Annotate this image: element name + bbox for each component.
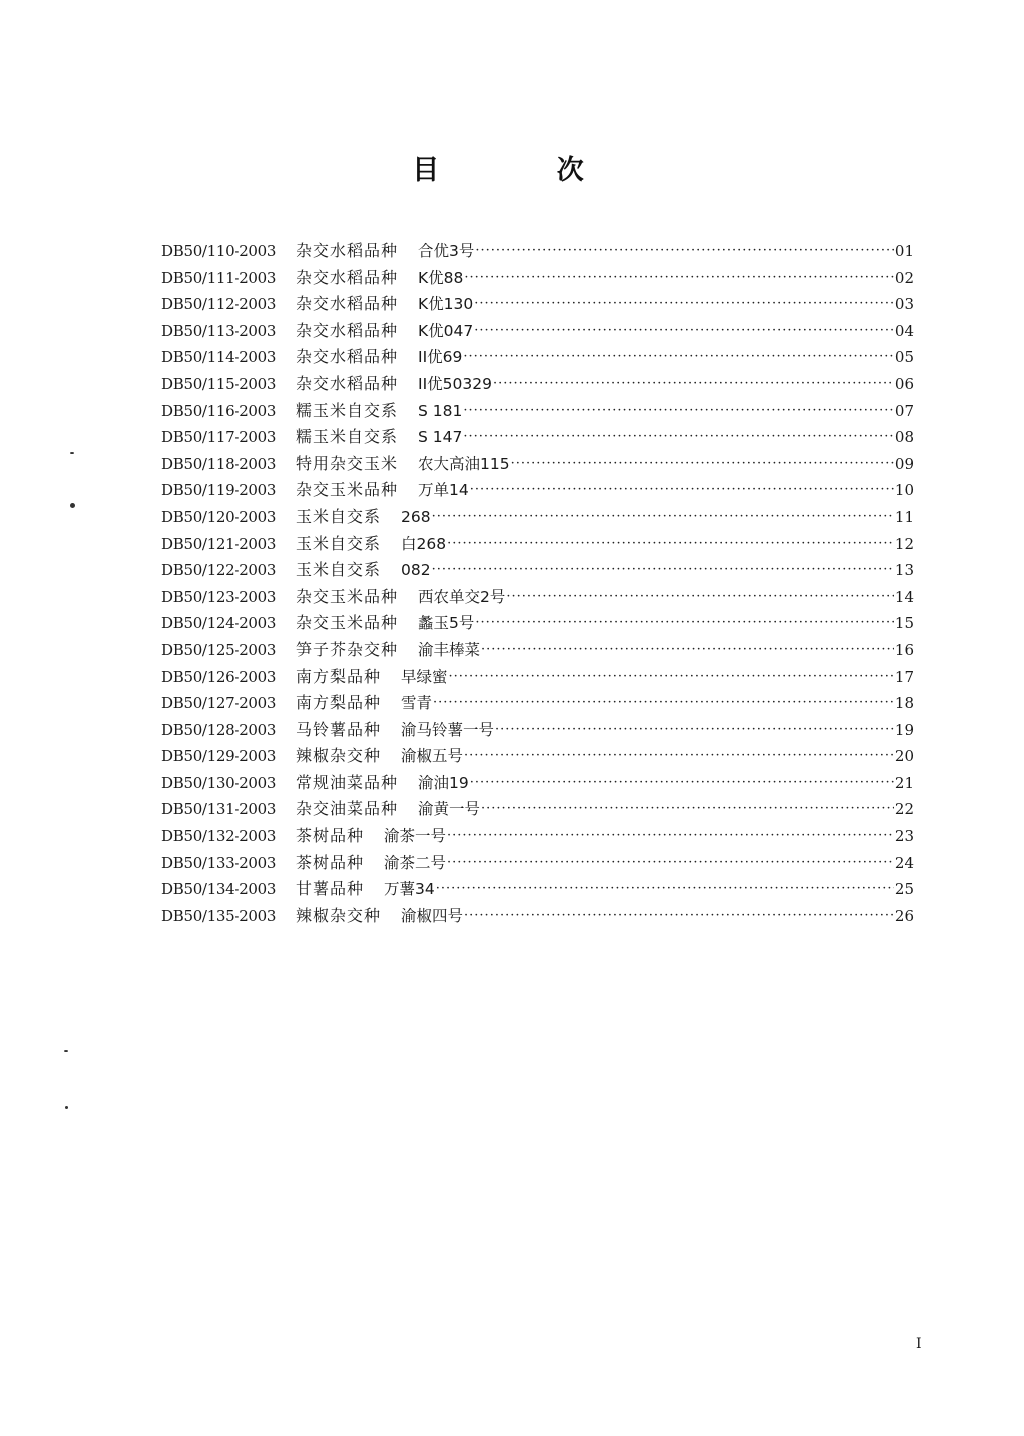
toc-standard-code: DB50/110-2003 [161, 242, 277, 260]
toc-dot-leader [464, 743, 894, 770]
toc-variety: 渝丰棒菜 [418, 640, 481, 659]
toc-category: 杂交油菜品种 [296, 799, 399, 819]
toc-page-number: 26 [894, 906, 914, 925]
toc-dot-leader [495, 717, 894, 744]
toc-variety: 万单14 [418, 481, 469, 500]
toc-standard-code: DB50/119-2003 [161, 481, 277, 500]
toc-variety: 082 [401, 561, 431, 580]
toc-entry[interactable] [161, 876, 914, 903]
toc-category: 杂交玉米品种 [296, 586, 399, 606]
toc-dot-leader [506, 584, 894, 611]
toc-category: 南方梨品种 [296, 666, 382, 686]
toc-category: 玉米自交系 [296, 560, 382, 580]
toc-standard-code: DB50/130-2003 [161, 773, 277, 792]
toc-standard-code: DB50/124-2003 [161, 614, 277, 633]
toc-standard-code: DB50/123-2003 [161, 587, 277, 606]
toc-dot-leader [470, 477, 894, 504]
toc-page-number: 22 [894, 800, 914, 819]
toc-entry[interactable] [161, 424, 914, 451]
toc-variety: II优50329 [418, 374, 492, 393]
toc-standard-code: DB50/125-2003 [161, 640, 277, 659]
toc-category: 南方梨品种 [296, 693, 382, 713]
toc-standard-code: DB50/135-2003 [161, 906, 277, 925]
toc-page-number: 09 [894, 454, 914, 473]
toc-variety: 渝马铃薯一号 [401, 720, 495, 739]
toc-entry[interactable] [161, 717, 914, 744]
toc-dot-leader [447, 850, 894, 877]
toc-standard-code: DB50/134-2003 [161, 880, 277, 899]
toc-page-number: 16 [894, 640, 914, 659]
toc-page-number: 14 [894, 587, 914, 606]
toc-category: 杂交水稻品种 [296, 347, 399, 367]
toc-variety: 渝茶一号 [384, 827, 447, 846]
toc-page-number: 04 [894, 321, 914, 340]
toc-dot-leader [432, 557, 894, 584]
toc-standard-code: DB50/112-2003 [161, 295, 277, 314]
toc-entry[interactable] [161, 344, 914, 371]
toc-dot-leader [463, 424, 894, 451]
page-folio: I [916, 1336, 922, 1352]
toc-entry[interactable] [161, 504, 914, 531]
toc-standard-code: DB50/115-2003 [161, 374, 277, 393]
toc-dot-leader [493, 371, 894, 398]
toc-page-number: 08 [894, 428, 914, 447]
toc-entry[interactable] [161, 371, 914, 398]
toc-standard-code: DB50/126-2003 [161, 667, 277, 686]
toc-category: 杂交水稻品种 [296, 241, 399, 260]
toc-variety: K优047 [418, 321, 474, 340]
toc-page-number: 12 [894, 534, 914, 553]
toc-entry[interactable] [161, 903, 914, 930]
scan-speck [64, 1050, 68, 1052]
toc-category: 马铃薯品种 [296, 719, 382, 739]
toc-entry[interactable] [161, 850, 914, 877]
toc-dot-leader [463, 344, 894, 371]
toc-dot-leader [447, 531, 894, 558]
toc-entry[interactable] [161, 451, 914, 478]
toc-variety: K优88 [418, 268, 464, 287]
toc-variety: 白268 [401, 534, 447, 553]
page-title: 目 次 [412, 155, 638, 186]
toc-dot-leader [474, 291, 894, 318]
toc-page-number: 10 [894, 481, 914, 500]
toc-page-number: 02 [894, 268, 914, 287]
toc-category: 茶树品种 [296, 852, 365, 872]
toc-category: 玉米自交系 [296, 506, 382, 526]
toc-category: 常规油菜品种 [296, 772, 399, 792]
toc-standard-code: DB50/118-2003 [161, 454, 277, 473]
toc-entry[interactable] [161, 557, 914, 584]
toc-entry[interactable] [161, 796, 914, 823]
toc-page-number: 25 [894, 880, 914, 899]
toc-variety: 蠡玉5号 [418, 614, 475, 633]
toc-dot-leader [475, 238, 894, 265]
toc-dot-leader [436, 876, 894, 903]
toc-page-number: 13 [894, 561, 914, 580]
toc-dot-leader [447, 823, 894, 850]
toc-variety: 渝椒四号 [401, 906, 464, 925]
toc-page-number: 15 [894, 614, 914, 633]
toc-variety: S 147 [418, 428, 463, 447]
toc-entry[interactable] [161, 637, 914, 664]
toc-dot-leader [481, 637, 894, 664]
toc-entry[interactable] [161, 770, 914, 797]
toc-category: 玉米自交系 [296, 533, 382, 553]
toc-standard-code: DB50/122-2003 [161, 561, 277, 580]
toc-page-number: 17 [894, 667, 914, 686]
toc-page-number: 01 [894, 242, 914, 260]
toc-category: 糯玉米自交系 [296, 400, 399, 420]
toc-page-number: 05 [894, 348, 914, 367]
toc-entry[interactable] [161, 477, 914, 504]
toc-category: 杂交水稻品种 [296, 294, 399, 314]
toc-standard-code: DB50/116-2003 [161, 401, 277, 420]
toc-entry[interactable] [161, 584, 914, 611]
toc-standard-code: DB50/127-2003 [161, 694, 277, 713]
toc-category: 杂交玉米品种 [296, 480, 399, 500]
toc-variety: 渝油19 [418, 773, 469, 792]
toc-category: 笋子芥杂交种 [296, 639, 399, 659]
toc-variety: 万薯34 [384, 880, 435, 899]
toc-entry[interactable] [161, 690, 914, 717]
toc-page-number: 11 [894, 507, 914, 526]
toc-entry[interactable] [161, 610, 914, 637]
toc-page-number: 19 [894, 720, 914, 739]
toc-variety: 农大高油115 [418, 454, 510, 473]
toc-dot-leader [432, 504, 894, 531]
toc-dot-leader [464, 903, 894, 930]
toc-variety: 西农单交2号 [418, 587, 506, 606]
toc-variety: 雪青 [401, 694, 433, 713]
toc-category: 特用杂交玉米 [296, 453, 399, 473]
toc-category: 辣椒杂交种 [296, 746, 382, 766]
toc-dot-leader [464, 265, 894, 292]
toc-category: 茶树品种 [296, 826, 365, 846]
toc-standard-code: DB50/117-2003 [161, 428, 277, 447]
toc-dot-leader [449, 664, 894, 691]
toc-standard-code: DB50/111-2003 [161, 268, 277, 287]
toc-category: 杂交玉米品种 [296, 613, 399, 633]
toc-page-number: 21 [894, 773, 914, 792]
toc-entry[interactable] [161, 531, 914, 558]
toc-standard-code: DB50/114-2003 [161, 348, 277, 367]
toc-category: 甘薯品种 [296, 879, 365, 899]
toc-variety: 早绿蜜 [401, 667, 448, 686]
toc-standard-code: DB50/133-2003 [161, 853, 277, 872]
toc-page-number: 20 [894, 747, 914, 766]
toc-dot-leader [463, 398, 894, 425]
toc-category: 杂交水稻品种 [296, 320, 399, 340]
toc-variety: 渝茶二号 [384, 853, 447, 872]
toc-entry[interactable] [161, 265, 914, 292]
toc-standard-code: DB50/113-2003 [161, 321, 277, 340]
toc-entry[interactable] [161, 743, 914, 770]
toc-page-number: 24 [894, 853, 914, 872]
toc-category: 辣椒杂交种 [296, 905, 382, 925]
toc-dot-leader [481, 796, 894, 823]
scan-speck [65, 1106, 68, 1109]
toc-variety: 渝椒五号 [401, 747, 464, 766]
toc-dot-leader [474, 318, 894, 345]
toc-entry[interactable] [161, 664, 914, 691]
toc-entry[interactable] [161, 318, 914, 345]
toc-dot-leader [433, 690, 894, 717]
toc-dot-leader [470, 770, 894, 797]
toc-variety: II优69 [418, 348, 463, 367]
table-of-contents [161, 238, 914, 929]
toc-entry[interactable] [161, 398, 914, 425]
toc-variety: 渝黄一号 [418, 800, 481, 819]
toc-dot-leader [511, 451, 894, 478]
toc-standard-code: DB50/121-2003 [161, 534, 277, 553]
toc-standard-code: DB50/129-2003 [161, 747, 277, 766]
toc-page-number: 23 [894, 827, 914, 846]
toc-page-number: 18 [894, 694, 914, 713]
toc-standard-code: DB50/120-2003 [161, 507, 277, 526]
toc-category: 杂交水稻品种 [296, 373, 399, 393]
scan-speck [70, 503, 75, 508]
toc-variety: K优130 [418, 295, 474, 314]
toc-entry[interactable] [161, 823, 914, 850]
toc-variety: 合优3号 [418, 242, 475, 260]
toc-category: 杂交水稻品种 [296, 267, 399, 287]
toc-page-number: 03 [894, 295, 914, 314]
scan-speck [70, 452, 74, 454]
toc-standard-code: DB50/132-2003 [161, 827, 277, 846]
toc-standard-code: DB50/131-2003 [161, 800, 277, 819]
toc-variety: 268 [401, 507, 431, 526]
toc-variety: S 181 [418, 401, 463, 420]
toc-entry[interactable] [161, 238, 914, 265]
toc-category: 糯玉米自交系 [296, 427, 399, 447]
toc-page-number: 06 [894, 374, 914, 393]
toc-entry[interactable] [161, 291, 914, 318]
toc-dot-leader [475, 610, 894, 637]
toc-page-number: 07 [894, 401, 914, 420]
toc-standard-code: DB50/128-2003 [161, 720, 277, 739]
